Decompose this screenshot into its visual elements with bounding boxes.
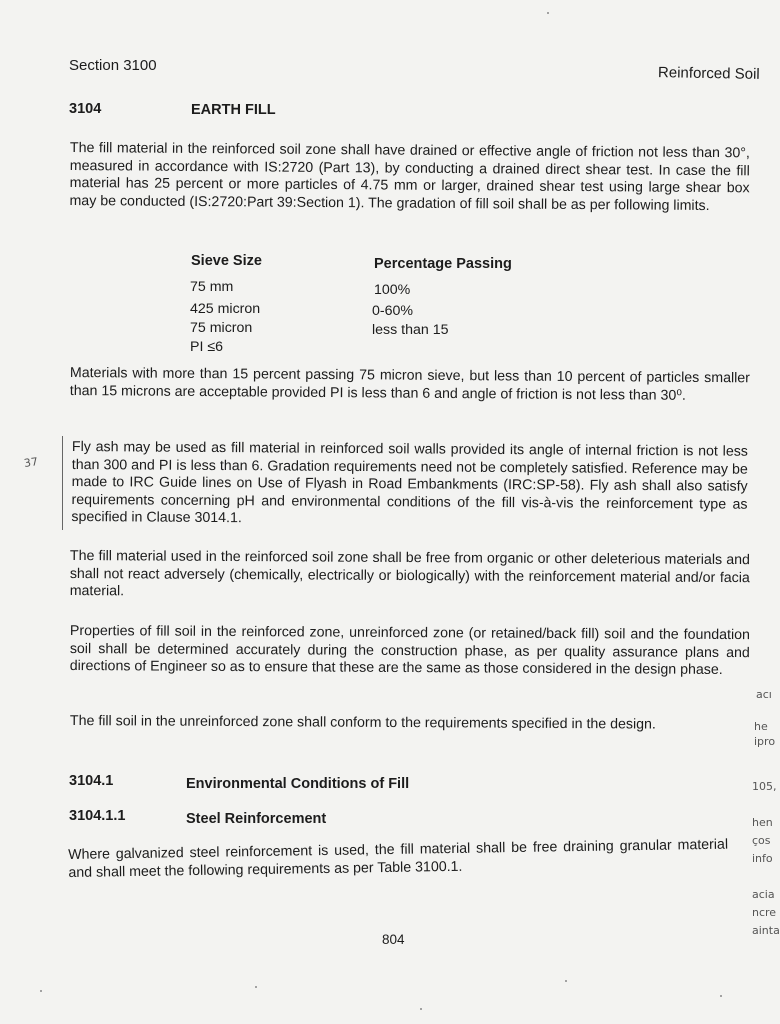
table-cell: 75 micron <box>190 320 253 336</box>
table-header-percentage-passing: Percentage Passing <box>374 256 512 272</box>
margin-note-right: acı <box>756 688 772 701</box>
table-cell: less than 15 <box>372 322 449 338</box>
margin-note-right: info <box>752 852 773 865</box>
paragraph-deleterious-materials: The fill material used in the reinforced soil zone shall be free from organic or other deleterious materials and shall not react adversely (chemically, electrically or biologically) with the reinforcement material and/or facia material. <box>69 548 750 600</box>
scan-speck <box>420 1008 422 1010</box>
table-cell: 0-60% <box>372 303 414 319</box>
margin-note-right: 105, <box>752 780 777 793</box>
header-section-label: Section 3100 <box>69 57 157 74</box>
subsection-title: Environmental Conditions of Fill <box>186 776 410 792</box>
scan-speck <box>547 12 549 14</box>
margin-note-right: acia <box>752 888 775 901</box>
scan-speck <box>720 995 722 997</box>
table-cell: 75 mm <box>190 279 234 295</box>
page-number: 804 <box>382 932 405 947</box>
paragraph-fill-material: The fill material in the reinforced soil zone shall have drained or effective angle of friction not less than 30°, measured in accordance with IS:2720 (Part 13), by conducting a drained direct shear test. In case the fill material has 25 percent or more particles of 4.75 mm or larger, drained shear test using large shear box may be conducted (IS:2720:Part 39:Section 1). The gradation of fill soil shall be as per following limits. <box>69 140 750 214</box>
subsection-number: 3104.1.1 <box>69 808 126 824</box>
paragraph-materials-passing: Materials with more than 15 percent passing 75 micron sieve, but less than 10 percent of particles smaller than 15 microns are acceptable provided PI is less than 6 and angle of friction is not less than 30⁰. <box>69 365 750 404</box>
header-chapter-label: Reinforced Soil <box>658 64 761 83</box>
margin-note-right: ços <box>752 834 771 847</box>
margin-bar <box>62 436 63 530</box>
margin-note-right: ainta <box>752 924 780 937</box>
paragraph-galvanized-steel: Where galvanized steel reinforcement is used, the fill material shall be free draining granular material and shall meet the following requirements as per Table 3100.1. <box>68 836 729 881</box>
scan-speck <box>255 986 257 988</box>
margin-note-right: ipro <box>754 735 776 748</box>
scan-speck <box>565 980 567 982</box>
margin-note-right: he <box>754 720 768 733</box>
section-number: 3104 <box>69 101 102 117</box>
paragraph-unreinforced-zone: The fill soil in the unreinforced zone shall conform to the requirements specified in the design. <box>69 713 656 733</box>
margin-note-right: ncre <box>752 906 777 919</box>
subsection-title: Steel Reinforcement <box>186 811 327 827</box>
scan-speck <box>40 990 42 992</box>
table-cell: 100% <box>374 282 411 298</box>
table-cell: PI ≤6 <box>190 339 224 355</box>
paragraph-fly-ash: Fly ash may be used as fill material in reinforced soil walls provided its angle of internal friction is not less than 300 and PI is less than 6. Gradation requirements need not be completely satisfied. Reference may be made to IRC Guide lines on Use of Flyash in Road Embankments (IRC:SP-58). Fly ash shall also satisfy requirements concerning pH and environmental conditions of the fill vis-à-vis the reinforcement type as specified in Clause 3014.1. <box>71 439 748 527</box>
subsection-number: 3104.1 <box>69 773 114 789</box>
table-cell: 425 micron <box>190 301 261 317</box>
paragraph-fill-properties: Properties of fill soil in the reinforced zone, unreinforced zone (or retained/back fill) soil and the foundation soil shall be determined accurately during the construction phase, as per quality assurance plans and directions of Engineer so as to ensure that these are the same as those considered in the design phase. <box>69 623 750 679</box>
table-header-sieve-size: Sieve Size <box>191 253 262 269</box>
section-title: EARTH FILL <box>191 102 276 118</box>
margin-note-left: 37 <box>23 455 39 470</box>
margin-note-right: hen <box>752 816 773 829</box>
